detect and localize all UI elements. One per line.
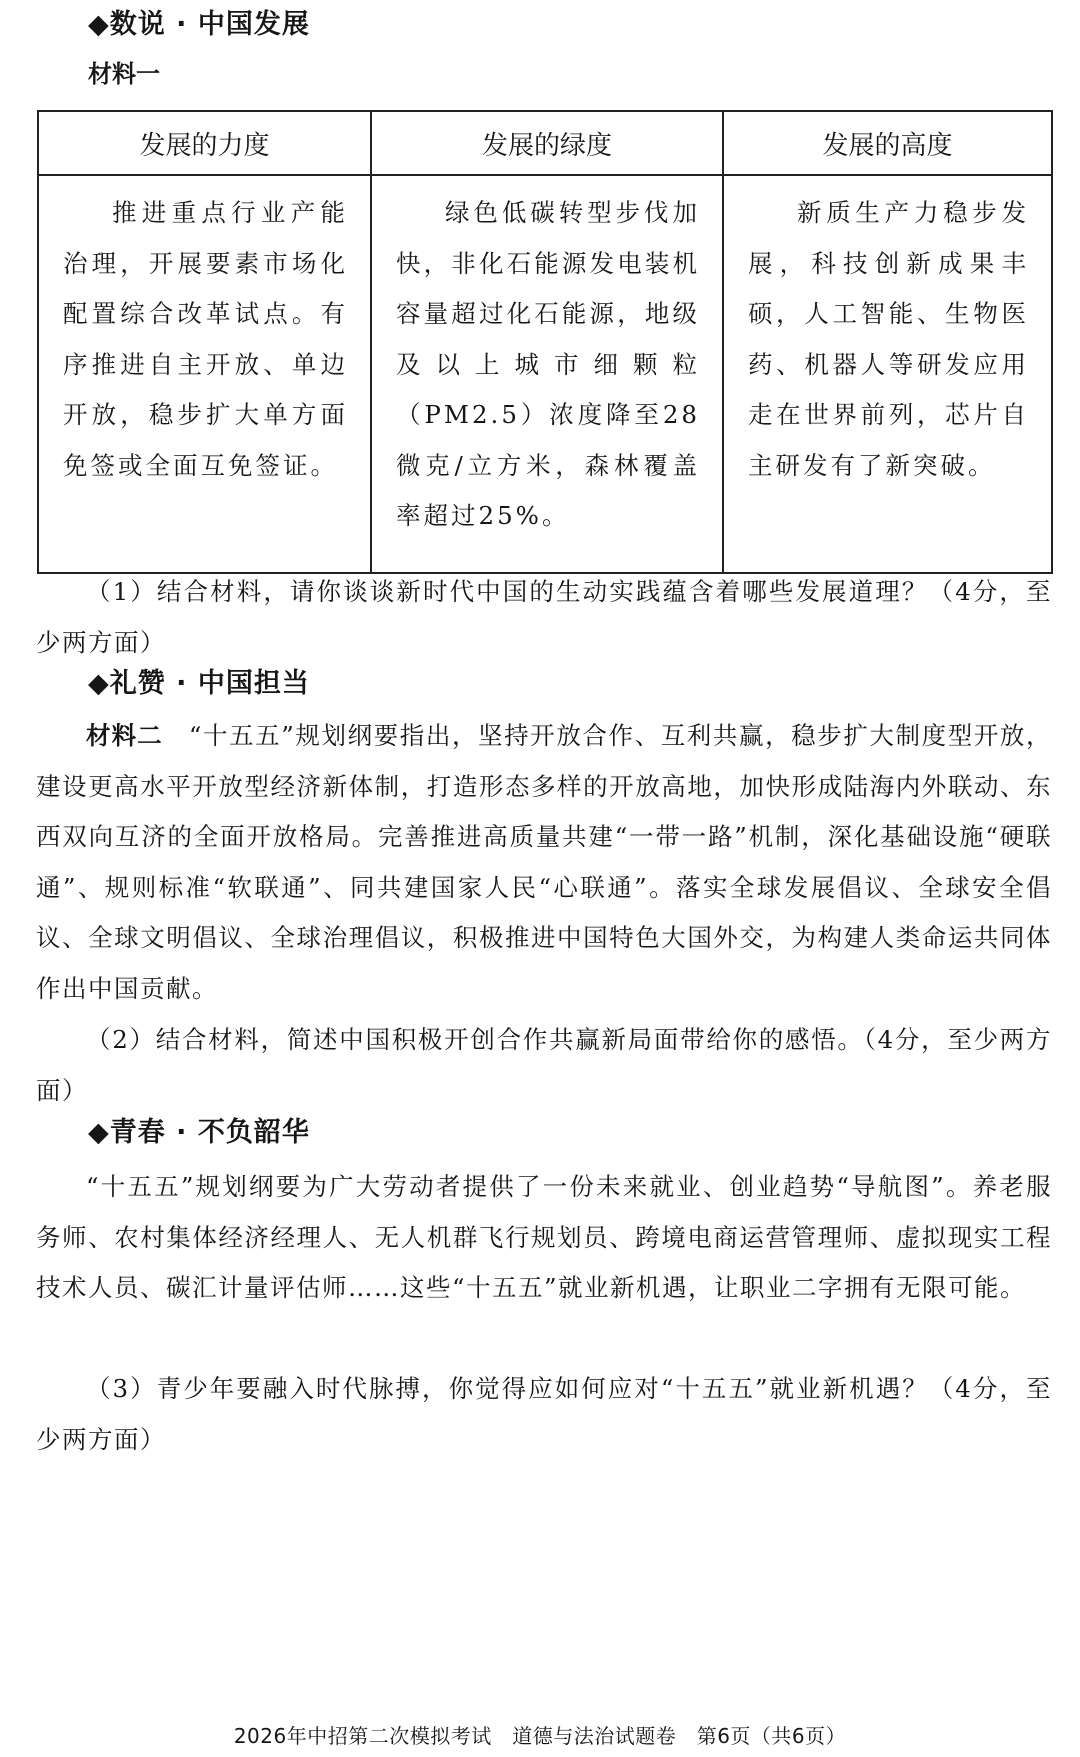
- cell-greenness: 绿色低碳转型步伐加快，非化石能源发电装机容量超过化石能源，地级及以上城市细颗粒（PM2.5）浓度降至28微克/立方米，森林覆盖率超过25%。: [371, 175, 723, 573]
- youth-paragraph: “十五五”规划纲要为广大劳动者提供了一份未来就业、创业趋势“导航图”。养老服务师、农村集体经济经理人、无人机群飞行规划员、跨境电商运营管理师、虚拟现实工程技术人员、碳汇计量评估师……这些“十五五”就业新机遇，让职业二字拥有无限可能。: [36, 1172, 1052, 1302]
- material-two-label: 材料二: [86, 721, 163, 750]
- question-2: （2）结合材料，简述中国积极开创合作共赢新局面带给你的感悟。（4分，至少两方面）: [36, 1025, 1052, 1105]
- header-height: 发展的高度: [723, 111, 1052, 175]
- table-header-row: [38, 111, 1052, 175]
- material-two-paragraph: [36, 711, 1052, 1014]
- table-row: [38, 175, 1052, 573]
- header-greenness: 发展的绿度: [371, 111, 723, 175]
- question-1: （1）结合材料，请你谈谈新时代中国的生动实践蕴含着哪些发展道理？（4分，至少两方面）: [36, 577, 1052, 657]
- cell-strength: 推进重点行业产能治理，开展要素市场化配置综合改革试点。有序推进自主开放、单边开放，稳步扩大单方面免签或全面互免签证。: [38, 175, 371, 573]
- header-strength: 发展的力度: [38, 111, 371, 175]
- cell-height: 新质生产力稳步发展，科技创新成果丰硕，人工智能、生物医药、机器人等研发应用走在世界前列，芯片自主研发有了新突破。: [723, 175, 1052, 573]
- page-footer: 2026年中招第二次模拟考试 道德与法治试题卷 第6页（共6页）: [233, 1724, 847, 1748]
- material-one-label: 材料一: [88, 60, 160, 88]
- section-title-data-china: ◆数说 · 中国发展: [88, 9, 310, 40]
- section-title-china-responsibility: ◆礼赞 · 中国担当: [88, 668, 310, 699]
- section-title-youth: ◆青春 · 不负韶华: [88, 1117, 310, 1148]
- material-two-text: “十五五”规划纲要指出，坚持开放合作、互利共赢，稳步扩大制度型开放，建设更高水平开放型经济新体制，打造形态多样的开放高地，加快形成陆海内外联动、东西双向互济的全面开放格局。完善推进高质量共建“一带一路”机制，深化基础设施“硬联通”、规则标准“软联通”、同共建国家人民“心联通”。落实全球发展倡议、全球安全倡议、全球文明倡议、全球治理倡议，积极推进中国特色大国外交，为构建人类命运共同体作出中国贡献。: [36, 721, 1053, 1003]
- question-3: （3）青少年要融入时代脉搏，你觉得应如何应对“十五五”就业新机遇？（4分，至少两方面）: [36, 1374, 1052, 1454]
- material-one-table: [37, 110, 1053, 574]
